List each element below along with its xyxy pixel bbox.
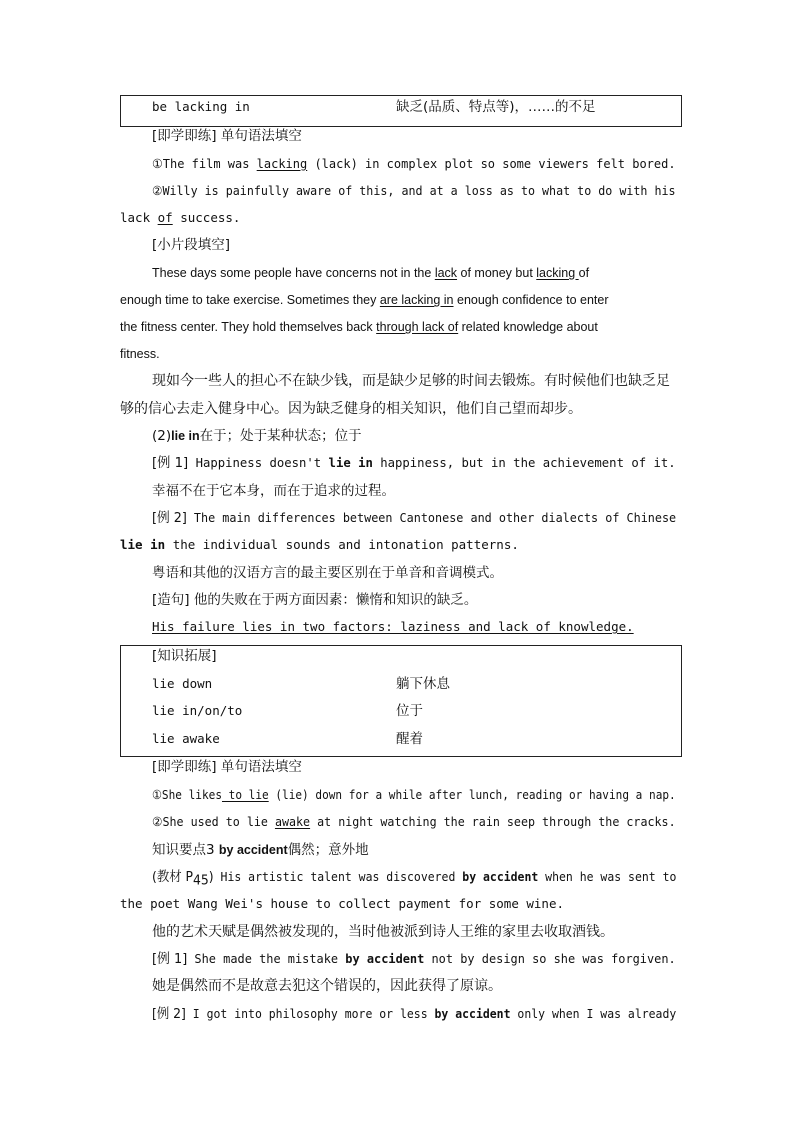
practice-question-2: ②Willy is painfully aware of this, and at a loss as to what to do with his bbox=[152, 183, 676, 198]
practice-heading: [即学即练] 单句语法填空 bbox=[152, 759, 302, 775]
make-sentence-prompt: [造句] 他的失败在于两方面因素：懒惰和知识的缺乏。 bbox=[152, 592, 478, 608]
box-row-term: lie down bbox=[152, 676, 213, 691]
passage-line: enough time to take exercise. Sometimes they are lacking in enough confidence to enter bbox=[120, 293, 609, 307]
example-1: [例 1] Happiness doesn't lie in happiness, but in the achievement of it. bbox=[152, 455, 676, 471]
passage-heading: [小片段填空] bbox=[152, 237, 231, 253]
practice-heading: [即学即练] 单句语法填空 bbox=[152, 128, 302, 144]
box-row-meaning: 躺下休息 bbox=[396, 676, 450, 692]
answer-blank: to lie bbox=[221, 787, 269, 802]
example-1-translation: 她是偶然而不是故意去犯这个错误的，因此获得了原谅。 bbox=[152, 978, 502, 994]
textbook-example-cont: the poet Wang Wei's house to collect payment for some wine. bbox=[120, 896, 565, 911]
box-meaning: 缺乏(品质、特点等)，……的不足 bbox=[396, 99, 596, 115]
passage-translation: 够的信心去走入健身中心。因为缺乏健身的相关知识，他们自己望而却步。 bbox=[120, 401, 582, 417]
knowledge-point-3-heading: 知识要点3 by accident偶然；意外地 bbox=[152, 842, 369, 858]
box-row-meaning: 位于 bbox=[396, 703, 423, 719]
passage-line: the fitness center. They hold themselves back through lack of related knowledge about bbox=[120, 320, 598, 334]
practice-question-1: ①The film was lacking (lack) in complex plot so some viewers felt bored. bbox=[152, 156, 676, 171]
example-2: [例 2] The main differences between Cantonese and other dialects of Chinese bbox=[152, 510, 677, 526]
box-row-meaning: 醒着 bbox=[396, 731, 423, 747]
box-row-term: lie in/on/to bbox=[152, 703, 243, 718]
box-term: be lacking in bbox=[152, 99, 250, 114]
passage-translation: 现如今一些人的担心不在缺少钱，而是缺少足够的时间去锻炼。有时候他们也缺乏足 bbox=[152, 373, 670, 389]
make-sentence-answer: His failure lies in two factors: laziness and lack of knowledge. bbox=[152, 619, 634, 634]
textbook-example: (教材 $P_{45}$) His artistic talent was discovered by accident when he was sent to bbox=[152, 869, 677, 889]
example-2-cont: lie in the individual sounds and intonation patterns. bbox=[120, 537, 519, 552]
practice-question-2-cont: lack of success. bbox=[120, 210, 241, 225]
practice-question-2: ②She used to lie awake at night watching the rain seep through the cracks. bbox=[152, 814, 676, 829]
example-2: [例 2] I got into philosophy more or less by accident only when I was already bbox=[152, 1006, 677, 1022]
practice-question-1: ①She likes to lie (lie) down for a while after lunch, reading or having a nap. bbox=[152, 787, 676, 802]
answer-blank: awake bbox=[274, 814, 311, 829]
example-1-translation: 幸福不在于它本身，而在于追求的过程。 bbox=[152, 483, 395, 499]
example-2-translation: 粤语和其他的汉语方言的最主要区别在于单音和音调模式。 bbox=[152, 565, 503, 581]
lie-in-heading: (2)lie in在于；处于某种状态；位于 bbox=[152, 428, 362, 444]
answer-blank: of bbox=[157, 210, 173, 225]
box-heading: [知识拓展] bbox=[152, 648, 217, 664]
passage-line: These days some people have concerns not in the lack of money but lacking of bbox=[152, 266, 590, 280]
textbook-translation: 他的艺术天赋是偶然被发现的，当时他被派到诗人王维的家里去收取酒钱。 bbox=[152, 924, 614, 940]
answer-blank: lacking bbox=[256, 156, 308, 171]
example-1: [例 1] She made the mistake by accident not by design so she was forgiven. bbox=[152, 951, 676, 967]
box-row-term: lie awake bbox=[152, 731, 220, 746]
passage-line: fitness. bbox=[120, 347, 160, 361]
